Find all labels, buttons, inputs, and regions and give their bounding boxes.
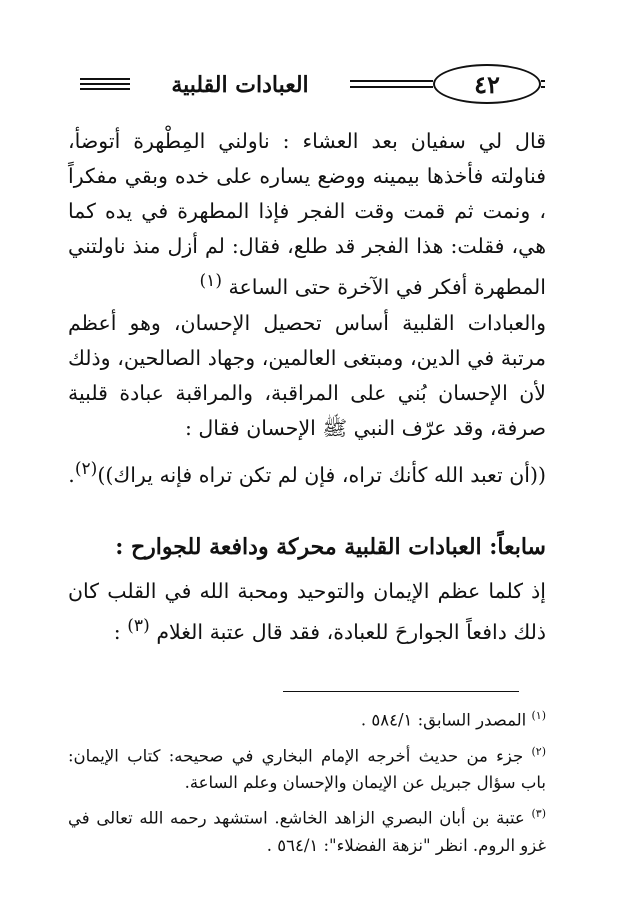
header-rule-middle-top (350, 80, 433, 82)
footnote-ref-1: (١) (199, 271, 222, 291)
paragraph-ihsan (68, 306, 546, 446)
paragraph-text: إذ كلما عظم الإيمان والتوحيد ومحبة الله في القلب كان ذلك دافعاً الجوارحَ للعبادة، فقد قال عتبة الغلام (68, 579, 546, 644)
header-rule-middle-bottom (350, 86, 433, 88)
page-number-badge (433, 64, 541, 104)
paragraph-hadith: ((أن تعبد الله كأنك تراه، فإن لم تكن تراه فإنه يراك))$^{(٢)}$. (68, 459, 546, 487)
footnote-2: $^{(٢)}$ جزء من حديث أخرجه الإمام البخاري في صحيحه: كتاب الإيمان: باب سؤال جبريل عن الإيمان والإحسان وعلم الساعة. (68, 744, 546, 792)
page-header (55, 60, 545, 110)
header-rule-left-bottom (80, 88, 130, 90)
section-heading: سابعاً: العبادات القلبية محركة ودافعة للجوارح : (115, 534, 546, 560)
footnote-ref-3: (٣) (127, 616, 150, 636)
footnotes (68, 702, 546, 863)
paragraph-sufyan-story (68, 124, 546, 305)
header-rule-left-top (80, 78, 130, 80)
paragraph-text: والعبادات القلبية أساس تحصيل الإحسان، وهو أعظم مرتبة في الدين، ومبتغى العالمين، وجهاد الصالحين، وذلك لأن الإحسان بُني على المراقبة، والمراقبة عبادة قلبية صرفة، وقد عرّف النبي ﷺ الإحسان فقال : (68, 311, 546, 440)
page-number: ٤٢ (474, 69, 500, 99)
header-rule-right-top (541, 80, 545, 82)
running-title: العبادات القلبية (171, 72, 309, 98)
header-rule-right-bottom (541, 86, 545, 88)
paragraph-limbs: إذ كلما عظم الإيمان والتوحيد ومحبة الله في القلب كان ذلك دافعاً الجوارحَ للعبادة، فقد قال عتبة الغلام $^{(٣)}$ : (68, 579, 546, 644)
footnote-separator (283, 691, 519, 692)
footnote-1: $^{(١)}$ المصدر السابق: ٥٨٤/١ . (360, 709, 546, 730)
hadith-text: ((أن تعبد الله كأنك تراه، فإن لم تكن تراه فإنه يراك)) (97, 462, 546, 487)
footnote-ref-2: (٢) (74, 459, 98, 479)
header-rule-left-middle (80, 83, 130, 85)
footnote-3: $^{(٣)}$ عتبة بن أبان البصري الزاهد الخاشع. استشهد رحمه الله تعالى في غزو الروم. انظر "نزهة الفضلاء": ٥٦٤/١ . (68, 807, 547, 855)
paragraph-text: قال لي سفيان بعد العشاء : ناولني المِطْهرة أتوضأ، فناولته فأخذها بيمينه ووضع يساره على خده وبقي مفكراً ، ونمت ثم قمت وقت الفجر فإذا المطهرة في يده كما هي، فقلت: هذا الفجر قد طلع، فقال: لم أزل منذ ناولتني المطهرة أفكر في الآخرة حتى الساعة (68, 129, 546, 299)
